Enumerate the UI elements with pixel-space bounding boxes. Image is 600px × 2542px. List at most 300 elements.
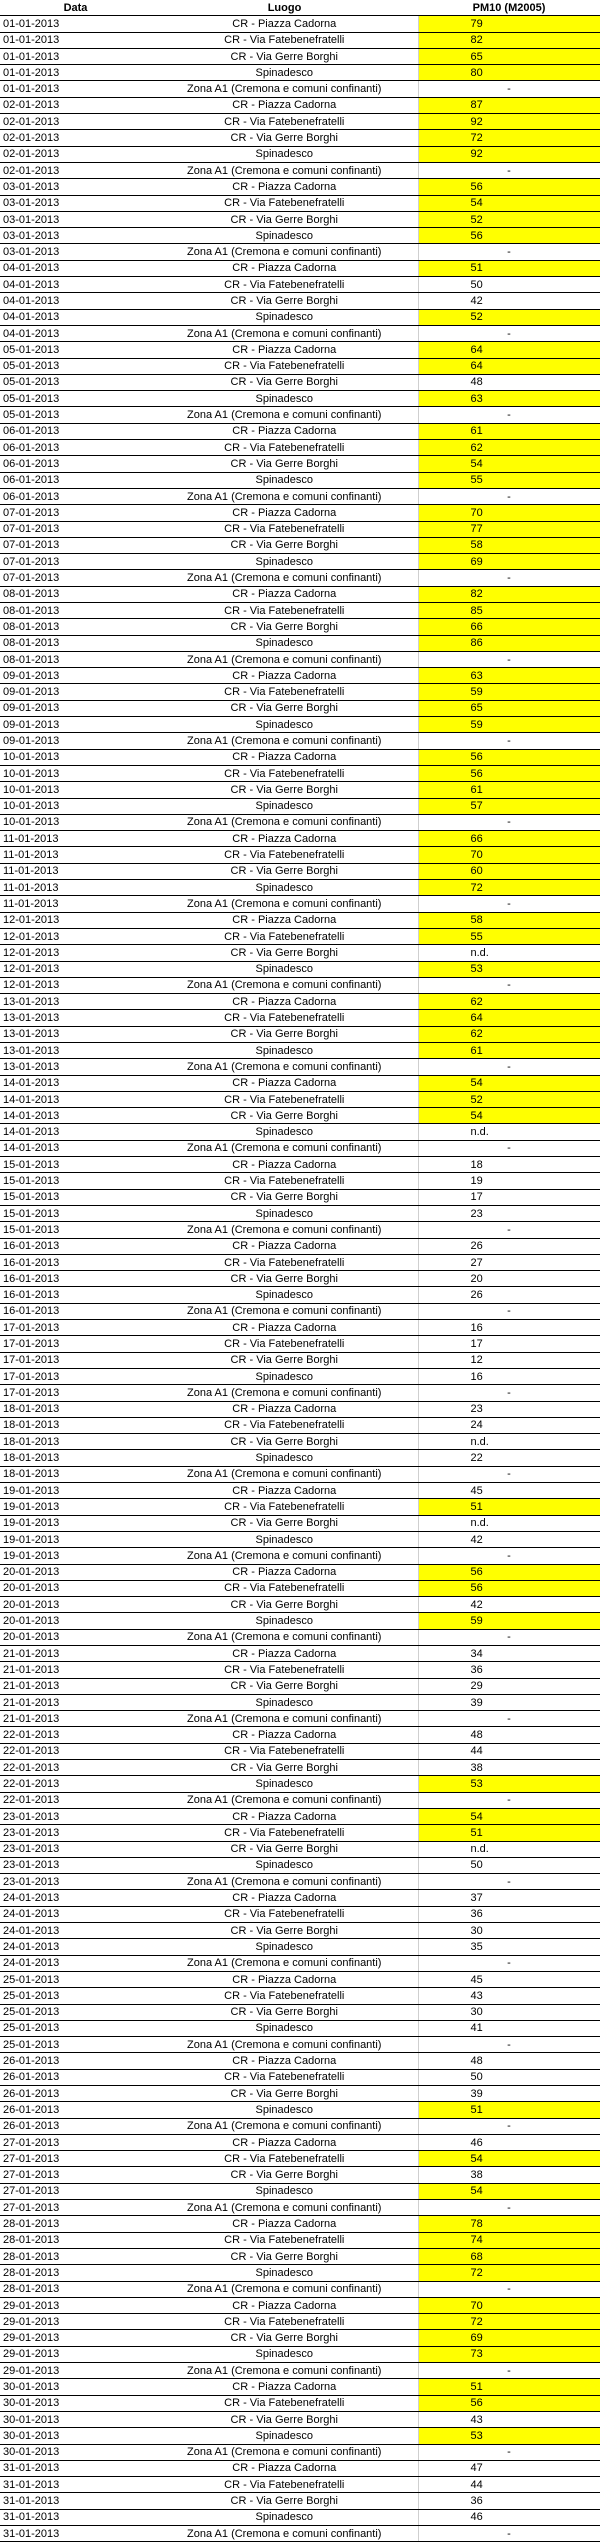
cell-date: 07-01-2013 — [0, 570, 151, 586]
table-row — [0, 1205, 600, 1221]
cell-date: 16-01-2013 — [0, 1303, 151, 1319]
cell-date: 03-01-2013 — [0, 244, 151, 260]
cell-location: CR - Piazza Cadorna — [151, 1727, 418, 1743]
cell-location: Zona A1 (Cremona e comuni confinanti) — [151, 651, 418, 667]
table-row — [0, 912, 600, 928]
cell-date: 16-01-2013 — [0, 1238, 151, 1254]
table-row — [0, 1515, 600, 1531]
cell-date: 08-01-2013 — [0, 602, 151, 618]
cell-location: Zona A1 (Cremona e comuni confinanti) — [151, 1466, 418, 1482]
table-row — [0, 228, 600, 244]
cell-pm10: 45 — [418, 1483, 600, 1499]
cell-location: CR - Piazza Cadorna — [151, 831, 418, 847]
cell-date: 06-01-2013 — [0, 423, 151, 439]
cell-pm10: 26 — [418, 1238, 600, 1254]
cell-location: Spinadesco — [151, 1287, 418, 1303]
cell-pm10: 59 — [418, 684, 600, 700]
cell-date: 11-01-2013 — [0, 831, 151, 847]
cell-date: 31-01-2013 — [0, 2509, 151, 2525]
header-date: Data — [0, 0, 151, 16]
cell-location: CR - Via Gerre Borghi — [151, 1841, 418, 1857]
table-row — [0, 896, 600, 912]
table-row — [0, 1531, 600, 1547]
cell-location: CR - Via Gerre Borghi — [151, 1923, 418, 1939]
table-row — [0, 1417, 600, 1433]
cell-date: 15-01-2013 — [0, 1173, 151, 1189]
table-row — [0, 2118, 600, 2134]
cell-location: Zona A1 (Cremona e comuni confinanti) — [151, 1140, 418, 1156]
cell-pm10: 36 — [418, 1906, 600, 1922]
cell-location: CR - Via Fatebenefratelli — [151, 2232, 418, 2248]
cell-pm10: 51 — [418, 260, 600, 276]
cell-location: CR - Piazza Cadorna — [151, 1808, 418, 1824]
cell-pm10: 53 — [418, 961, 600, 977]
cell-pm10: - — [418, 1629, 600, 1645]
cell-pm10: 54 — [418, 195, 600, 211]
cell-location: Spinadesco — [151, 1124, 418, 1140]
table-row — [0, 554, 600, 570]
cell-location: CR - Via Gerre Borghi — [151, 211, 418, 227]
cell-location: CR - Piazza Cadorna — [151, 1890, 418, 1906]
cell-date: 31-01-2013 — [0, 2477, 151, 2493]
cell-pm10: 58 — [418, 537, 600, 553]
cell-date: 05-01-2013 — [0, 391, 151, 407]
table-row — [0, 2053, 600, 2069]
table-row — [0, 2232, 600, 2248]
cell-pm10: n.d. — [418, 945, 600, 961]
table-row — [0, 880, 600, 896]
table-row — [0, 717, 600, 733]
table-row — [0, 2167, 600, 2183]
table-body — [0, 16, 600, 2542]
cell-location: Spinadesco — [151, 1939, 418, 1955]
table-row — [0, 1662, 600, 1678]
table-row — [0, 1499, 600, 1515]
cell-location: Spinadesco — [151, 1205, 418, 1221]
cell-date: 09-01-2013 — [0, 733, 151, 749]
table-row — [0, 114, 600, 130]
table-row — [0, 994, 600, 1010]
cell-location: Spinadesco — [151, 2020, 418, 2036]
table-row — [0, 1678, 600, 1694]
cell-date: 28-01-2013 — [0, 2265, 151, 2281]
cell-location: CR - Piazza Cadorna — [151, 2460, 418, 2476]
table-row — [0, 2379, 600, 2395]
cell-pm10: n.d. — [418, 1515, 600, 1531]
cell-pm10: - — [418, 2363, 600, 2379]
cell-location: CR - Via Gerre Borghi — [151, 619, 418, 635]
table-row — [0, 668, 600, 684]
cell-location: CR - Via Gerre Borghi — [151, 48, 418, 64]
table-row — [0, 2281, 600, 2297]
cell-pm10: 92 — [418, 114, 600, 130]
table-row — [0, 2069, 600, 2085]
table-row — [0, 2102, 600, 2118]
cell-date: 31-01-2013 — [0, 2493, 151, 2509]
cell-location: CR - Via Fatebenefratelli — [151, 1173, 418, 1189]
table-row — [0, 782, 600, 798]
cell-date: 22-01-2013 — [0, 1727, 151, 1743]
table-row — [0, 1238, 600, 1254]
table-row — [0, 2330, 600, 2346]
cell-date: 29-01-2013 — [0, 2330, 151, 2346]
cell-date: 15-01-2013 — [0, 1157, 151, 1173]
cell-location: Zona A1 (Cremona e comuni confinanti) — [151, 325, 418, 341]
cell-location: CR - Piazza Cadorna — [151, 2379, 418, 2395]
cell-pm10: 36 — [418, 1662, 600, 1678]
cell-location: Zona A1 (Cremona e comuni confinanti) — [151, 1059, 418, 1075]
table-row — [0, 2411, 600, 2427]
cell-date: 20-01-2013 — [0, 1613, 151, 1629]
table-row — [0, 1580, 600, 1596]
cell-location: CR - Piazza Cadorna — [151, 2216, 418, 2232]
cell-date: 13-01-2013 — [0, 1010, 151, 1026]
cell-pm10: - — [418, 2281, 600, 2297]
cell-location: CR - Via Gerre Borghi — [151, 130, 418, 146]
cell-location: Zona A1 (Cremona e comuni confinanti) — [151, 1303, 418, 1319]
cell-location: Zona A1 (Cremona e comuni confinanti) — [151, 977, 418, 993]
cell-location: CR - Via Gerre Borghi — [151, 1515, 418, 1531]
cell-pm10: - — [418, 1955, 600, 1971]
cell-pm10: 64 — [418, 342, 600, 358]
cell-date: 16-01-2013 — [0, 1254, 151, 1270]
table-row — [0, 1222, 600, 1238]
table-row — [0, 961, 600, 977]
cell-date: 22-01-2013 — [0, 1743, 151, 1759]
table-row — [0, 162, 600, 178]
cell-location: CR - Via Fatebenefratelli — [151, 114, 418, 130]
cell-location: Zona A1 (Cremona e comuni confinanti) — [151, 1222, 418, 1238]
cell-location: CR - Piazza Cadorna — [151, 749, 418, 765]
cell-date: 18-01-2013 — [0, 1466, 151, 1482]
cell-location: CR - Piazza Cadorna — [151, 260, 418, 276]
table-row — [0, 48, 600, 64]
header-location: Luogo — [151, 0, 418, 16]
cell-location: CR - Via Gerre Borghi — [151, 2086, 418, 2102]
cell-location: CR - Via Fatebenefratelli — [151, 1336, 418, 1352]
cell-date: 11-01-2013 — [0, 880, 151, 896]
cell-location: CR - Piazza Cadorna — [151, 586, 418, 602]
cell-date: 24-01-2013 — [0, 1939, 151, 1955]
cell-location: CR - Via Fatebenefratelli — [151, 1417, 418, 1433]
cell-pm10: 20 — [418, 1271, 600, 1287]
cell-date: 23-01-2013 — [0, 1857, 151, 1873]
cell-location: Spinadesco — [151, 2428, 418, 2444]
cell-location: CR - Via Fatebenefratelli — [151, 1254, 418, 1270]
cell-date: 19-01-2013 — [0, 1515, 151, 1531]
cell-pm10: 66 — [418, 831, 600, 847]
table-row — [0, 1874, 600, 1890]
table-row — [0, 2151, 600, 2167]
cell-date: 29-01-2013 — [0, 2314, 151, 2330]
cell-location: Zona A1 (Cremona e comuni confinanti) — [151, 2281, 418, 2297]
cell-pm10: 48 — [418, 374, 600, 390]
table-row — [0, 700, 600, 716]
cell-pm10: 16 — [418, 1368, 600, 1384]
cell-pm10: 39 — [418, 2086, 600, 2102]
cell-date: 20-01-2013 — [0, 1564, 151, 1580]
cell-date: 18-01-2013 — [0, 1434, 151, 1450]
cell-date: 10-01-2013 — [0, 798, 151, 814]
cell-location: CR - Via Fatebenefratelli — [151, 2314, 418, 2330]
cell-date: 25-01-2013 — [0, 1988, 151, 2004]
cell-pm10: 52 — [418, 1091, 600, 1107]
cell-date: 14-01-2013 — [0, 1075, 151, 1091]
table-row — [0, 945, 600, 961]
cell-location: CR - Piazza Cadorna — [151, 912, 418, 928]
cell-pm10: 36 — [418, 2493, 600, 2509]
cell-pm10: 54 — [418, 1075, 600, 1091]
table-header — [0, 0, 600, 16]
table-row — [0, 423, 600, 439]
cell-pm10: 41 — [418, 2020, 600, 2036]
cell-pm10: - — [418, 1385, 600, 1401]
cell-date: 05-01-2013 — [0, 374, 151, 390]
table-row — [0, 1401, 600, 1417]
cell-date: 06-01-2013 — [0, 472, 151, 488]
cell-date: 26-01-2013 — [0, 2118, 151, 2134]
table-row — [0, 1923, 600, 1939]
cell-location: Spinadesco — [151, 635, 418, 651]
cell-pm10: 62 — [418, 994, 600, 1010]
cell-location: CR - Via Fatebenefratelli — [151, 2069, 418, 2085]
cell-location: Spinadesco — [151, 228, 418, 244]
table-row — [0, 2477, 600, 2493]
cell-pm10: 54 — [418, 2183, 600, 2199]
cell-pm10: 72 — [418, 2265, 600, 2281]
cell-pm10: 63 — [418, 668, 600, 684]
table-row — [0, 765, 600, 781]
cell-date: 14-01-2013 — [0, 1091, 151, 1107]
cell-location: CR - Via Gerre Borghi — [151, 293, 418, 309]
cell-date: 25-01-2013 — [0, 2037, 151, 2053]
cell-date: 19-01-2013 — [0, 1483, 151, 1499]
cell-pm10: 56 — [418, 228, 600, 244]
cell-pm10: 64 — [418, 358, 600, 374]
cell-location: Zona A1 (Cremona e comuni confinanti) — [151, 488, 418, 504]
cell-location: CR - Via Gerre Borghi — [151, 1189, 418, 1205]
cell-date: 01-01-2013 — [0, 16, 151, 32]
cell-location: Spinadesco — [151, 1613, 418, 1629]
table-row — [0, 1368, 600, 1384]
cell-pm10: 37 — [418, 1890, 600, 1906]
cell-location: Zona A1 (Cremona e comuni confinanti) — [151, 244, 418, 260]
cell-pm10: 27 — [418, 1254, 600, 1270]
cell-location: Spinadesco — [151, 880, 418, 896]
cell-location: CR - Via Fatebenefratelli — [151, 1743, 418, 1759]
table-row — [0, 928, 600, 944]
table-row — [0, 1613, 600, 1629]
table-row — [0, 179, 600, 195]
cell-date: 14-01-2013 — [0, 1140, 151, 1156]
cell-location: Spinadesco — [151, 2509, 418, 2525]
cell-pm10: 46 — [418, 2134, 600, 2150]
cell-location: CR - Via Fatebenefratelli — [151, 2477, 418, 2493]
cell-location: CR - Piazza Cadorna — [151, 505, 418, 521]
cell-location: CR - Via Gerre Borghi — [151, 1271, 418, 1287]
table-row — [0, 1760, 600, 1776]
table-row — [0, 1711, 600, 1727]
cell-pm10: 68 — [418, 2248, 600, 2264]
cell-date: 23-01-2013 — [0, 1825, 151, 1841]
cell-location: CR - Piazza Cadorna — [151, 2297, 418, 2313]
table-row — [0, 1091, 600, 1107]
table-row — [0, 651, 600, 667]
cell-location: CR - Via Gerre Borghi — [151, 1352, 418, 1368]
cell-pm10: 60 — [418, 863, 600, 879]
cell-date: 04-01-2013 — [0, 325, 151, 341]
cell-location: CR - Via Gerre Borghi — [151, 863, 418, 879]
cell-date: 27-01-2013 — [0, 2183, 151, 2199]
cell-location: Zona A1 (Cremona e comuni confinanti) — [151, 2444, 418, 2460]
cell-pm10: 38 — [418, 1760, 600, 1776]
cell-date: 15-01-2013 — [0, 1205, 151, 1221]
table-row — [0, 2363, 600, 2379]
header-pm10: PM10 (M2005) — [418, 0, 600, 16]
table-row — [0, 2037, 600, 2053]
table-row — [0, 2004, 600, 2020]
cell-date: 26-01-2013 — [0, 2102, 151, 2118]
cell-pm10: 55 — [418, 928, 600, 944]
table-row — [0, 619, 600, 635]
table-row — [0, 831, 600, 847]
table-row — [0, 1320, 600, 1336]
table-row — [0, 32, 600, 48]
table-row — [0, 146, 600, 162]
cell-pm10: 64 — [418, 1010, 600, 1026]
cell-date: 01-01-2013 — [0, 32, 151, 48]
cell-date: 18-01-2013 — [0, 1450, 151, 1466]
header-row — [0, 0, 600, 16]
cell-location: Zona A1 (Cremona e comuni confinanti) — [151, 2363, 418, 2379]
cell-pm10: 54 — [418, 1808, 600, 1824]
cell-date: 19-01-2013 — [0, 1499, 151, 1515]
cell-location: CR - Via Fatebenefratelli — [151, 1662, 418, 1678]
cell-pm10: 82 — [418, 32, 600, 48]
cell-date: 11-01-2013 — [0, 847, 151, 863]
cell-date: 17-01-2013 — [0, 1368, 151, 1384]
cell-date: 21-01-2013 — [0, 1645, 151, 1661]
table-row — [0, 65, 600, 81]
cell-pm10: 55 — [418, 472, 600, 488]
cell-pm10: 70 — [418, 505, 600, 521]
cell-pm10: - — [418, 1711, 600, 1727]
cell-date: 25-01-2013 — [0, 2020, 151, 2036]
cell-pm10: - — [418, 1874, 600, 1890]
cell-date: 21-01-2013 — [0, 1678, 151, 1694]
cell-date: 28-01-2013 — [0, 2281, 151, 2297]
table-row — [0, 1857, 600, 1873]
cell-pm10: 26 — [418, 1287, 600, 1303]
cell-date: 30-01-2013 — [0, 2428, 151, 2444]
cell-pm10: 69 — [418, 2330, 600, 2346]
cell-pm10: 70 — [418, 847, 600, 863]
cell-pm10: 69 — [418, 554, 600, 570]
cell-pm10: 72 — [418, 130, 600, 146]
cell-pm10: - — [418, 2444, 600, 2460]
table-row — [0, 1890, 600, 1906]
cell-location: CR - Via Fatebenefratelli — [151, 2151, 418, 2167]
cell-pm10: 38 — [418, 2167, 600, 2183]
cell-pm10: 57 — [418, 798, 600, 814]
cell-date: 09-01-2013 — [0, 717, 151, 733]
cell-location: CR - Piazza Cadorna — [151, 2134, 418, 2150]
table-row — [0, 456, 600, 472]
cell-pm10: 56 — [418, 765, 600, 781]
cell-location: CR - Via Fatebenefratelli — [151, 928, 418, 944]
cell-date: 20-01-2013 — [0, 1629, 151, 1645]
cell-location: CR - Piazza Cadorna — [151, 1564, 418, 1580]
cell-location: Spinadesco — [151, 2265, 418, 2281]
cell-date: 28-01-2013 — [0, 2216, 151, 2232]
cell-pm10: 35 — [418, 1939, 600, 1955]
cell-location: CR - Via Fatebenefratelli — [151, 195, 418, 211]
table-row — [0, 277, 600, 293]
cell-location: Spinadesco — [151, 1857, 418, 1873]
cell-date: 10-01-2013 — [0, 765, 151, 781]
cell-pm10: - — [418, 1140, 600, 1156]
cell-pm10: 62 — [418, 1026, 600, 1042]
table-row — [0, 1906, 600, 1922]
cell-date: 04-01-2013 — [0, 293, 151, 309]
cell-pm10: 80 — [418, 65, 600, 81]
cell-date: 10-01-2013 — [0, 749, 151, 765]
cell-location: Zona A1 (Cremona e comuni confinanti) — [151, 733, 418, 749]
cell-pm10: 54 — [418, 1108, 600, 1124]
cell-pm10: 61 — [418, 782, 600, 798]
table-row — [0, 684, 600, 700]
cell-pm10: - — [418, 896, 600, 912]
cell-pm10: 61 — [418, 1043, 600, 1059]
table-row — [0, 2493, 600, 2509]
cell-date: 13-01-2013 — [0, 1043, 151, 1059]
cell-location: Zona A1 (Cremona e comuni confinanti) — [151, 1629, 418, 1645]
cell-location: Spinadesco — [151, 1776, 418, 1792]
cell-pm10: 53 — [418, 2428, 600, 2444]
table-row — [0, 2509, 600, 2525]
table-row — [0, 1548, 600, 1564]
cell-date: 03-01-2013 — [0, 211, 151, 227]
cell-pm10: - — [418, 651, 600, 667]
cell-date: 05-01-2013 — [0, 342, 151, 358]
table-row — [0, 1010, 600, 1026]
cell-pm10: 42 — [418, 1531, 600, 1547]
table-row — [0, 1075, 600, 1091]
cell-pm10: 56 — [418, 1564, 600, 1580]
cell-date: 12-01-2013 — [0, 912, 151, 928]
cell-date: 11-01-2013 — [0, 896, 151, 912]
cell-pm10: 34 — [418, 1645, 600, 1661]
table-row — [0, 2346, 600, 2362]
table-row — [0, 1271, 600, 1287]
cell-date: 13-01-2013 — [0, 1059, 151, 1075]
cell-pm10: 51 — [418, 1825, 600, 1841]
cell-date: 18-01-2013 — [0, 1401, 151, 1417]
table-row — [0, 195, 600, 211]
table-row — [0, 1776, 600, 1792]
cell-date: 12-01-2013 — [0, 945, 151, 961]
table-row — [0, 1645, 600, 1661]
cell-location: Spinadesco — [151, 2183, 418, 2199]
cell-location: CR - Via Gerre Borghi — [151, 1597, 418, 1613]
cell-pm10: 51 — [418, 2102, 600, 2118]
cell-date: 06-01-2013 — [0, 456, 151, 472]
cell-date: 02-01-2013 — [0, 146, 151, 162]
table-row — [0, 1841, 600, 1857]
cell-pm10: 56 — [418, 749, 600, 765]
cell-date: 08-01-2013 — [0, 586, 151, 602]
table-row — [0, 1434, 600, 1450]
